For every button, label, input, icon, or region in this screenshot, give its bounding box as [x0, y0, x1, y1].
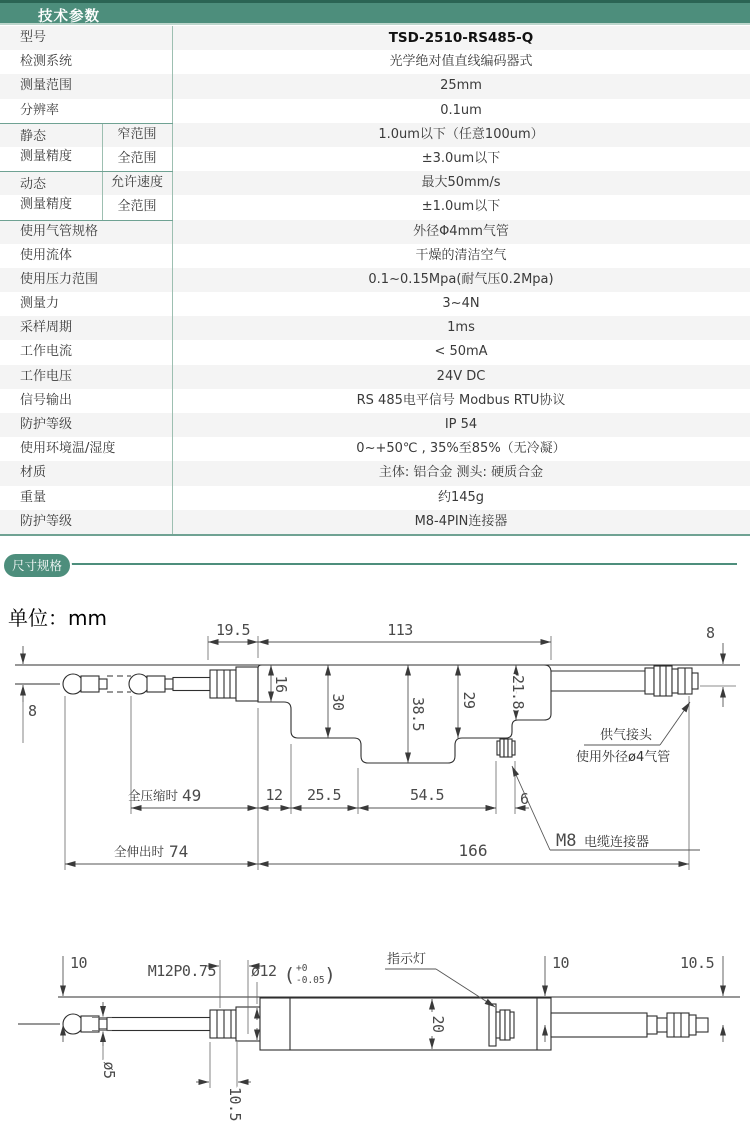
- param-value: 1ms: [447, 320, 475, 336]
- callout-m8-connector: [512, 766, 700, 851]
- probe-assembly: [63, 1007, 260, 1041]
- group-separator-line: [0, 171, 173, 172]
- param-value: 0.1um: [440, 102, 482, 118]
- table-row: [0, 171, 750, 195]
- param-label: 材质: [20, 465, 47, 481]
- dim-text: 10: [70, 954, 88, 972]
- table-row: [0, 340, 750, 364]
- dim-10-5-bottom: [196, 1042, 251, 1121]
- param-value: 24V DC: [436, 368, 486, 384]
- param-label: 测量范围: [20, 78, 73, 94]
- thread-spec: M12P0.75: [147, 962, 216, 980]
- table-row: [0, 147, 750, 171]
- air-tube-note: 使用外径ø4气管: [576, 750, 671, 765]
- parameter-table: [0, 26, 750, 535]
- m8-cable-label: 电缆连接器: [584, 835, 650, 850]
- dim-text: 166: [458, 841, 488, 860]
- dim-text: ø5: [100, 1061, 118, 1079]
- group-separator-line: [0, 123, 173, 124]
- dim-text-compressed-prefix: 全压缩时: [127, 788, 178, 803]
- dim-text: 10.5: [680, 954, 715, 972]
- probe-tip-compressed: [129, 674, 210, 694]
- param-label: 重量: [20, 489, 47, 505]
- dim-text: 19.5: [215, 621, 251, 639]
- table-row: [0, 244, 750, 268]
- dimensions-badge: 尺寸规格: [2, 552, 72, 579]
- dim-text: ø12: [251, 962, 277, 980]
- param-value: RS 485电平信号 Modbus RTU协议: [356, 392, 566, 408]
- dim-text: 29: [460, 691, 478, 709]
- param-value-model: TSD-2510-RS485-Q: [388, 30, 534, 46]
- dimension-drawing-side-view: [0, 598, 750, 930]
- param-label: 采样周期: [20, 320, 73, 336]
- table-row: [0, 74, 750, 98]
- dim-text: 10.5: [226, 1086, 244, 1122]
- dim-30: [328, 665, 347, 738]
- dim-text: 54.5: [409, 786, 445, 804]
- param-label: 使用环境温/湿度: [20, 441, 116, 457]
- table-bottom-border: [0, 534, 750, 536]
- tolerance-paren: ): [326, 964, 334, 986]
- param-label: 型号: [20, 30, 47, 45]
- table-row: [0, 413, 750, 437]
- group-line1: 静态: [20, 128, 47, 144]
- group-separator-line: [0, 220, 173, 221]
- group-line2: 测量精度: [20, 197, 73, 213]
- m8-label: M8: [556, 831, 577, 851]
- param-value: M8-4PIN连接器: [414, 513, 508, 529]
- dim-text: 113: [387, 621, 413, 639]
- dim-dia5: [92, 1002, 118, 1079]
- dim-29: [458, 665, 478, 738]
- callout-air-supply: [576, 702, 690, 765]
- param-label: 测量力: [20, 296, 60, 312]
- group-line2: 测量精度: [20, 148, 73, 164]
- table-row: [0, 316, 750, 340]
- param-value: ±1.0um以下: [421, 199, 501, 215]
- param-value: 干燥的清洁空气: [415, 247, 507, 263]
- param-label: 工作电流: [20, 344, 73, 360]
- led-panel: [489, 1004, 496, 1046]
- param-label: 检测系统: [20, 54, 73, 70]
- param-label: 分辨率: [20, 102, 60, 118]
- table-row: [0, 437, 750, 461]
- param-sublabel: 全范围: [117, 150, 157, 166]
- table-row: [0, 486, 750, 510]
- dim-21-8: [509, 665, 527, 720]
- param-value: 主体: 铝合金 测头: 硬质合金: [378, 465, 544, 481]
- table-row: [0, 26, 750, 50]
- section-divider-line: [30, 563, 737, 565]
- dimension-drawing-top-view: [0, 930, 750, 1122]
- dim-text: 8: [28, 702, 37, 720]
- dim-text-compressed: 49: [182, 786, 202, 805]
- param-value: 光学绝对值直线编码器式: [389, 54, 533, 70]
- section-header-bar: [0, 3, 750, 25]
- tolerance-upper: +0: [296, 963, 308, 974]
- probe-tip-extended: [63, 674, 107, 694]
- dim-text-extended-prefix: 全伸出时: [113, 844, 164, 859]
- param-value: < 50mA: [434, 344, 488, 360]
- param-label: 信号输出: [20, 392, 73, 408]
- table-row: [0, 365, 750, 389]
- dim-text: 20: [429, 1015, 447, 1033]
- dim-19-5: [208, 621, 258, 660]
- param-label: 使用流体: [20, 247, 73, 263]
- dim-text: 16: [272, 675, 290, 693]
- table-row: [0, 461, 750, 485]
- param-value: 1.0um以下（任意100um）: [378, 126, 544, 142]
- led-indicator: [496, 1010, 514, 1040]
- table-row: [0, 220, 750, 244]
- table-row: [0, 268, 750, 292]
- param-label: 使用压力范围: [20, 271, 99, 287]
- param-label: 防护等级: [20, 513, 73, 529]
- dim-row-1: [128, 696, 529, 814]
- dim-text-extended: 74: [169, 842, 189, 861]
- table-row: [0, 123, 750, 147]
- section-title: 技术参数: [38, 9, 100, 25]
- param-label: 使用气管规格: [20, 223, 99, 239]
- dim-text: 6: [520, 790, 529, 808]
- unit-label: 单位：mm: [8, 606, 107, 630]
- param-sublabel: 全范围: [117, 199, 157, 215]
- air-supply-label: 供气接头: [600, 728, 653, 743]
- sensor-body: [260, 998, 551, 1050]
- table-row: [0, 195, 750, 219]
- m8-connector: [497, 739, 515, 757]
- param-value: 外径Φ4mm气管: [413, 223, 509, 239]
- tolerance-paren: (: [286, 964, 294, 986]
- air-fitting: [551, 666, 698, 696]
- column-divider: [172, 26, 173, 535]
- indicator-light-label: 指示灯: [387, 952, 427, 967]
- dim-text: 38.5: [409, 696, 427, 732]
- param-value: 0.1~0.15Mpa(耐气压0.2Mpa): [368, 271, 554, 287]
- dim-text: 12: [265, 786, 283, 804]
- group-line1: 动态: [20, 177, 47, 193]
- param-value: 约145g: [437, 489, 485, 505]
- param-label: 防护等级: [20, 417, 73, 432]
- mounting-bushing: [210, 667, 258, 701]
- param-sublabel: 窄范围: [117, 126, 157, 142]
- dim-16: [271, 665, 290, 702]
- cable-connector: [551, 1013, 708, 1037]
- param-sublabel: 允许速度: [110, 175, 163, 191]
- table-row: [0, 292, 750, 316]
- param-value: 25mm: [440, 78, 482, 94]
- param-value: ±3.0um以下: [421, 150, 501, 166]
- dim-113: [258, 621, 551, 660]
- dim-8-left: [23, 646, 37, 743]
- param-value: 3~4N: [442, 296, 480, 312]
- tolerance-lower: -0.05: [296, 975, 325, 986]
- dim-text: 21.8: [509, 674, 527, 710]
- table-row: [0, 389, 750, 413]
- dim-38-5: [408, 665, 427, 763]
- table-row: [0, 99, 750, 123]
- param-value: 最大50mm/s: [421, 175, 501, 191]
- table-row: [0, 50, 750, 74]
- dim-text: 30: [329, 693, 347, 711]
- param-value: IP 54: [444, 417, 478, 432]
- param-label: 工作电压: [20, 368, 73, 384]
- param-value: 0~+50℃ , 35%至85%（无冷凝）: [356, 441, 566, 457]
- dim-text: 25.5: [306, 786, 342, 804]
- dim-text: 10: [552, 954, 570, 972]
- dim-text: 8: [706, 624, 715, 642]
- table-row: [0, 510, 750, 534]
